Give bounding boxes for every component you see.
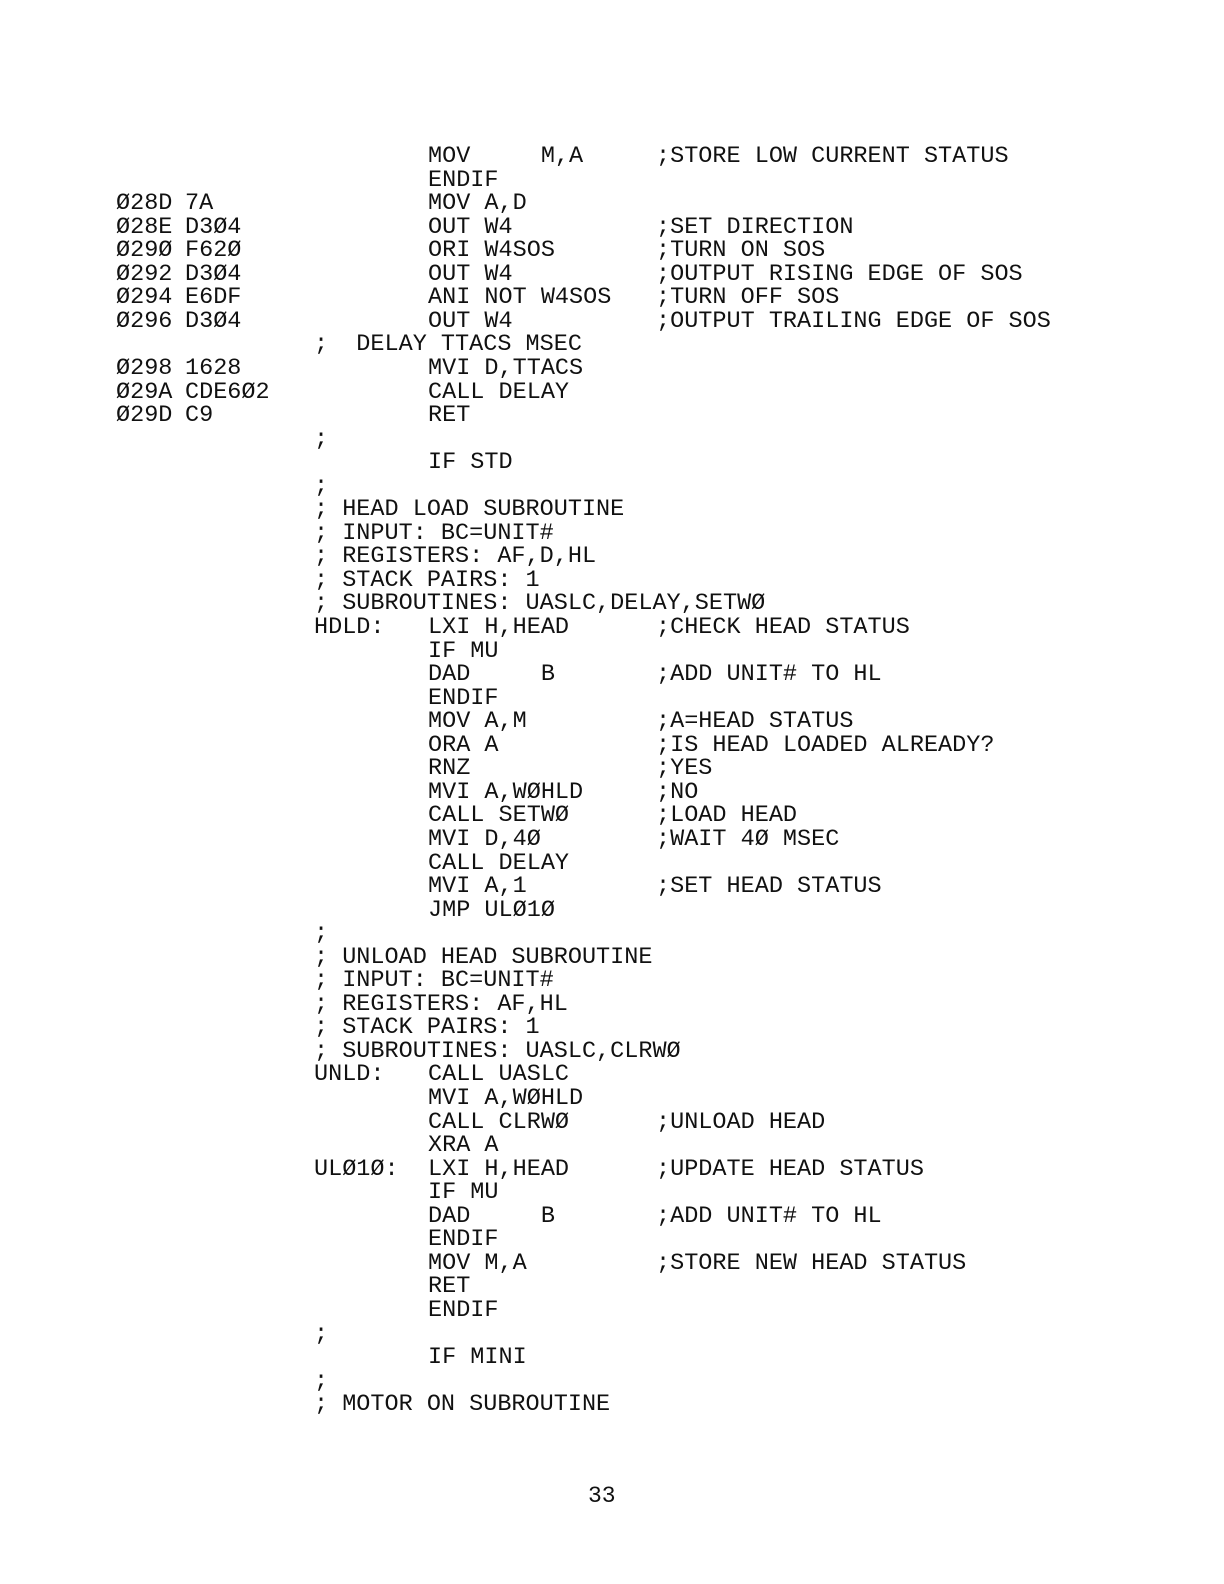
instruction: OUT W4 — [428, 261, 513, 288]
instruction: ORI W4SOS — [428, 237, 555, 264]
instruction: ENDIF — [428, 1226, 499, 1253]
instruction: IF MU — [428, 638, 499, 665]
label-or-comment: HDLD: — [314, 614, 385, 641]
instruction: XRA A — [428, 1132, 499, 1159]
instruction: RNZ — [428, 755, 471, 782]
label-or-comment: ; INPUT: BC=UNIT# — [314, 520, 554, 547]
instruction: CALL SETWØ — [428, 802, 570, 829]
line-comment: ;CHECK HEAD STATUS — [656, 614, 910, 641]
label-or-comment: ; SUBROUTINES: UASLC,DELAY,SETWØ — [314, 590, 766, 617]
instruction: MVI A,WØHLD — [428, 1085, 584, 1112]
instruction: MVI A,1 — [428, 873, 527, 900]
line-comment: ;ADD UNIT# TO HL — [656, 1203, 882, 1230]
instruction: LXI H,HEAD — [428, 614, 570, 641]
object-code: C9 — [185, 402, 214, 429]
object-code: 7A — [185, 190, 214, 217]
label-or-comment: ; HEAD LOAD SUBROUTINE — [314, 496, 625, 523]
line-comment: ;UNLOAD HEAD — [656, 1109, 826, 1136]
line-comment: ;SET DIRECTION — [656, 214, 854, 241]
object-code: D3Ø4 — [185, 261, 242, 288]
instruction: CALL DELAY — [428, 379, 570, 406]
object-code: D3Ø4 — [185, 214, 242, 241]
instruction: MOV M,A — [428, 1250, 527, 1277]
object-code: D3Ø4 — [185, 308, 242, 335]
object-code: CDE6Ø2 — [185, 379, 270, 406]
instruction: CALL CLRWØ — [428, 1109, 570, 1136]
label-or-comment: ; — [314, 1321, 329, 1348]
label-or-comment: ; STACK PAIRS: 1 — [314, 567, 540, 594]
object-code: 1628 — [185, 355, 242, 382]
line-comment: ;IS HEAD LOADED ALREADY? — [656, 732, 995, 759]
instruction: DAD B — [428, 661, 555, 688]
instruction: IF MU — [428, 1179, 499, 1206]
line-comment: ;NO — [656, 779, 699, 806]
label-or-comment: ; SUBROUTINES: UASLC,CLRWØ — [314, 1038, 681, 1065]
address: Ø29Ø — [116, 237, 173, 264]
instruction: RET — [428, 1273, 471, 1300]
line-comment: ;OUTPUT TRAILING EDGE OF SOS — [656, 308, 1051, 335]
line-comment: ;YES — [656, 755, 713, 782]
address: Ø298 — [116, 355, 173, 382]
instruction: RET — [428, 402, 471, 429]
line-comment: ;WAIT 4Ø MSEC — [656, 826, 840, 853]
line-comment: ;STORE LOW CURRENT STATUS — [656, 143, 1009, 170]
label-or-comment: ; REGISTERS: AF,HL — [314, 991, 568, 1018]
instruction: MOV A,M — [428, 708, 527, 735]
instruction: CALL UASLC — [428, 1061, 570, 1088]
label-or-comment: ; — [314, 426, 329, 453]
label-or-comment: ; DELAY TTACS MSEC — [314, 331, 582, 358]
line-comment: ;LOAD HEAD — [656, 802, 798, 829]
line-comment: ;STORE NEW HEAD STATUS — [656, 1250, 967, 1277]
line-comment: ;UPDATE HEAD STATUS — [656, 1156, 924, 1183]
instruction: DAD B — [428, 1203, 555, 1230]
instruction: JMP ULØ1Ø — [428, 897, 555, 924]
instruction: IF MINI — [428, 1344, 527, 1371]
instruction: OUT W4 — [428, 214, 513, 241]
address: Ø28D — [116, 190, 173, 217]
line-comment: ;TURN OFF SOS — [656, 284, 840, 311]
instruction: MOV A,D — [428, 190, 527, 217]
line-comment: ;A=HEAD STATUS — [656, 708, 854, 735]
instruction: MVI D,4Ø — [428, 826, 541, 853]
label-or-comment: UNLD: — [314, 1061, 385, 1088]
address: Ø28E — [116, 214, 173, 241]
instruction: MVI D,TTACS — [428, 355, 584, 382]
instruction: OUT W4 — [428, 308, 513, 335]
object-code: F62Ø — [185, 237, 242, 264]
page-number: 33 — [588, 1483, 616, 1509]
line-comment: ;OUTPUT RISING EDGE OF SOS — [656, 261, 1023, 288]
instruction: ENDIF — [428, 685, 499, 712]
label-or-comment: ; INPUT: BC=UNIT# — [314, 967, 554, 994]
label-or-comment: ULØ1Ø: — [314, 1156, 399, 1183]
object-code: E6DF — [185, 284, 242, 311]
label-or-comment: ; — [314, 920, 329, 947]
label-or-comment: ; UNLOAD HEAD SUBROUTINE — [314, 944, 653, 971]
instruction: ANI NOT W4SOS — [428, 284, 612, 311]
instruction: MOV M,A — [428, 143, 584, 170]
label-or-comment: ; — [314, 473, 329, 500]
address: Ø29D — [116, 402, 173, 429]
instruction: ENDIF — [428, 1297, 499, 1324]
instruction: LXI H,HEAD — [428, 1156, 570, 1183]
label-or-comment: ; MOTOR ON SUBROUTINE — [314, 1391, 611, 1418]
instruction: ENDIF — [428, 167, 499, 194]
instruction: ORA A — [428, 732, 499, 759]
address: Ø296 — [116, 308, 173, 335]
line-comment: ;ADD UNIT# TO HL — [656, 661, 882, 688]
instruction: IF STD — [428, 449, 513, 476]
instruction: MVI A,WØHLD — [428, 779, 584, 806]
address: Ø292 — [116, 261, 173, 288]
address: Ø294 — [116, 284, 173, 311]
instruction: CALL DELAY — [428, 850, 570, 877]
address: Ø29A — [116, 379, 173, 406]
line-comment: ;TURN ON SOS — [656, 237, 826, 264]
label-or-comment: ; STACK PAIRS: 1 — [314, 1014, 540, 1041]
label-or-comment: ; — [314, 1368, 329, 1395]
label-or-comment: ; REGISTERS: AF,D,HL — [314, 543, 597, 570]
line-comment: ;SET HEAD STATUS — [656, 873, 882, 900]
